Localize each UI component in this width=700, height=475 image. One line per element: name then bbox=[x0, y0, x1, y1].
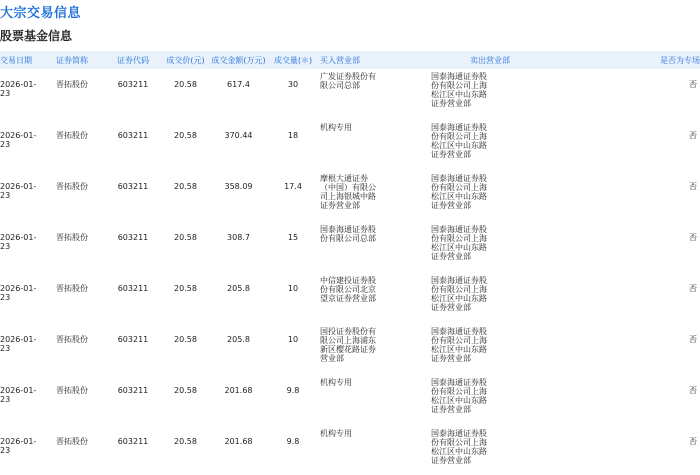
cell-special-text: 否 bbox=[689, 131, 697, 140]
cell-buyer-text: 中信建投证券股份有限公司北京望京证券营业部 bbox=[320, 276, 376, 303]
cell-amount bbox=[207, 273, 270, 324]
cell-date bbox=[0, 120, 42, 171]
cell-security-code bbox=[102, 273, 164, 324]
cell-buyer-text: 机构专用 bbox=[320, 429, 352, 438]
column-header-price[interactable]: 成交价(元) bbox=[166, 55, 205, 65]
cell-amount-text: 358.09 bbox=[224, 182, 253, 191]
cell-buyer bbox=[316, 171, 426, 222]
table-row[interactable] bbox=[0, 324, 700, 375]
cell-security-code-text: 603211 bbox=[117, 80, 149, 89]
cell-buyer-text: 国投证券股份有限公司上海浦东新区樱花路证券营业部 bbox=[320, 327, 376, 363]
cell-seller bbox=[426, 426, 543, 475]
cell-security-code bbox=[102, 120, 164, 171]
cell-volume bbox=[270, 273, 316, 324]
cell-price bbox=[164, 375, 207, 426]
cell-volume bbox=[270, 69, 316, 120]
cell-buyer-text: 机构专用 bbox=[320, 123, 352, 132]
cell-special bbox=[543, 324, 700, 375]
cell-buyer bbox=[316, 375, 426, 426]
column-header-special[interactable]: 是否为专场 bbox=[660, 55, 700, 65]
cell-special-text: 否 bbox=[689, 437, 697, 446]
cell-security-code-text: 603211 bbox=[117, 437, 149, 446]
cell-date-text: 2026-01-23 bbox=[0, 284, 37, 302]
cell-price-text: 20.58 bbox=[174, 80, 197, 89]
cell-price bbox=[164, 120, 207, 171]
cell-buyer bbox=[316, 426, 426, 475]
cell-security-name bbox=[42, 375, 102, 426]
cell-special bbox=[543, 69, 700, 120]
table-row[interactable] bbox=[0, 375, 700, 426]
cell-security-name bbox=[42, 324, 102, 375]
cell-seller bbox=[426, 375, 543, 426]
cell-special-text: 否 bbox=[689, 284, 697, 293]
column-header-name[interactable]: 证券简称 bbox=[56, 55, 88, 65]
cell-volume bbox=[270, 426, 316, 475]
cell-price-text: 20.58 bbox=[174, 131, 197, 140]
cell-security-name-text: 晋拓股份 bbox=[56, 386, 88, 395]
cell-seller-text: 国泰海通证券股份有限公司上海松江区中山东路证券营业部 bbox=[431, 72, 487, 108]
cell-price bbox=[164, 69, 207, 120]
cell-security-name bbox=[42, 222, 102, 273]
cell-security-name-text: 晋拓股份 bbox=[56, 131, 88, 140]
cell-seller-text: 国泰海通证券股份有限公司上海松江区中山东路证券营业部 bbox=[431, 225, 487, 261]
cell-special-text: 否 bbox=[689, 182, 697, 191]
cell-price bbox=[164, 273, 207, 324]
cell-security-name bbox=[42, 426, 102, 475]
cell-date-text: 2026-01-23 bbox=[0, 335, 37, 353]
cell-seller-text: 国泰海通证券股份有限公司上海松江区中山东路证券营业部 bbox=[431, 429, 487, 465]
cell-amount bbox=[207, 426, 270, 475]
cell-price-text: 20.58 bbox=[174, 386, 197, 395]
cell-amount-text: 201.68 bbox=[224, 386, 253, 395]
cell-special bbox=[543, 171, 700, 222]
cell-security-code-text: 603211 bbox=[117, 284, 149, 293]
cell-seller-text: 国泰海通证券股份有限公司上海松江区中山东路证券营业部 bbox=[431, 327, 487, 363]
cell-date bbox=[0, 375, 42, 426]
column-header-seller[interactable]: 卖出营业部 bbox=[470, 55, 510, 65]
cell-price-text: 20.58 bbox=[174, 437, 197, 446]
cell-security-code-text: 603211 bbox=[117, 233, 149, 242]
cell-buyer-text: 摩根大通证券（中国）有限公司上海银城中路证券营业部 bbox=[320, 174, 376, 210]
cell-security-name bbox=[42, 69, 102, 120]
cell-security-code bbox=[102, 69, 164, 120]
cell-amount bbox=[207, 222, 270, 273]
cell-price bbox=[164, 222, 207, 273]
cell-security-code-text: 603211 bbox=[117, 131, 149, 140]
cell-seller bbox=[426, 171, 543, 222]
cell-buyer-text: 广发证券股份有限公司总部 bbox=[320, 72, 376, 90]
cell-price-text: 20.58 bbox=[174, 284, 197, 293]
cell-special-text: 否 bbox=[689, 335, 697, 344]
cell-price bbox=[164, 171, 207, 222]
cell-amount-text: 205.8 bbox=[227, 335, 250, 344]
cell-special bbox=[543, 426, 700, 475]
cell-date-text: 2026-01-23 bbox=[0, 80, 37, 98]
cell-amount-text: 201.68 bbox=[224, 437, 253, 446]
cell-date-text: 2026-01-23 bbox=[0, 233, 37, 251]
cell-date bbox=[0, 426, 42, 475]
cell-date-text: 2026-01-23 bbox=[0, 182, 37, 200]
cell-volume-text: 9.8 bbox=[286, 386, 300, 395]
cell-security-code-text: 603211 bbox=[117, 182, 149, 191]
cell-volume-text: 30 bbox=[287, 80, 299, 89]
cell-date bbox=[0, 222, 42, 273]
cell-volume-text: 17.4 bbox=[284, 182, 302, 191]
cell-amount-text: 370.44 bbox=[224, 131, 253, 140]
cell-special-text: 否 bbox=[689, 80, 697, 89]
section-title: 股票基金信息 bbox=[0, 29, 73, 43]
table-row[interactable] bbox=[0, 426, 700, 475]
cell-security-name-text: 晋拓股份 bbox=[56, 335, 88, 344]
table-row[interactable] bbox=[0, 273, 700, 324]
cell-buyer bbox=[316, 69, 426, 120]
cell-amount-text: 205.8 bbox=[227, 284, 250, 293]
cell-security-name-text: 晋拓股份 bbox=[56, 233, 88, 242]
cell-security-code-text: 603211 bbox=[117, 386, 149, 395]
cell-date-text: 2026-01-23 bbox=[0, 386, 37, 404]
table-header-row bbox=[0, 51, 700, 69]
cell-amount bbox=[207, 69, 270, 120]
cell-amount-text: 617.4 bbox=[227, 80, 250, 89]
cell-date bbox=[0, 324, 42, 375]
cell-security-code bbox=[102, 426, 164, 475]
cell-security-name-text: 晋拓股份 bbox=[56, 182, 88, 191]
cell-buyer-text: 机构专用 bbox=[320, 378, 352, 387]
cell-volume-text: 9.8 bbox=[286, 437, 300, 446]
cell-security-code bbox=[102, 375, 164, 426]
cell-date-text: 2026-01-23 bbox=[0, 437, 37, 455]
cell-price bbox=[164, 324, 207, 375]
cell-special-text: 否 bbox=[689, 386, 697, 395]
cell-volume-text: 15 bbox=[287, 233, 299, 242]
table-row[interactable] bbox=[0, 222, 700, 273]
cell-seller bbox=[426, 324, 543, 375]
cell-special bbox=[543, 375, 700, 426]
cell-price-text: 20.58 bbox=[174, 233, 197, 242]
cell-seller-text: 国泰海通证券股份有限公司上海松江区中山东路证券营业部 bbox=[431, 276, 487, 312]
cell-seller-text: 国泰海通证券股份有限公司上海松江区中山东路证券营业部 bbox=[431, 174, 487, 210]
cell-seller bbox=[426, 69, 543, 120]
cell-volume-text: 18 bbox=[287, 131, 299, 140]
cell-volume bbox=[270, 222, 316, 273]
column-header-code[interactable]: 证券代码 bbox=[117, 55, 149, 65]
cell-volume bbox=[270, 375, 316, 426]
table-header bbox=[0, 51, 700, 69]
table-row[interactable] bbox=[0, 69, 700, 120]
column-header-amount[interactable]: 成交金额(万元) bbox=[211, 55, 266, 65]
cell-volume-text: 10 bbox=[287, 284, 299, 293]
cell-security-code bbox=[102, 324, 164, 375]
cell-volume bbox=[270, 171, 316, 222]
cell-volume bbox=[270, 324, 316, 375]
cell-amount bbox=[207, 120, 270, 171]
cell-seller-text: 国泰海通证券股份有限公司上海松江区中山东路证券营业部 bbox=[431, 123, 487, 159]
cell-security-code-text: 603211 bbox=[117, 335, 149, 344]
cell-seller bbox=[426, 120, 543, 171]
cell-volume bbox=[270, 120, 316, 171]
cell-date bbox=[0, 171, 42, 222]
cell-amount bbox=[207, 375, 270, 426]
cell-special-text: 否 bbox=[689, 233, 697, 242]
cell-security-name bbox=[42, 273, 102, 324]
page-title: 大宗交易信息 bbox=[0, 6, 82, 21]
cell-seller bbox=[426, 222, 543, 273]
cell-buyer bbox=[316, 120, 426, 171]
cell-buyer bbox=[316, 324, 426, 375]
cell-special bbox=[543, 222, 700, 273]
cell-security-name-text: 晋拓股份 bbox=[56, 80, 88, 89]
cell-special bbox=[543, 120, 700, 171]
cell-price-text: 20.58 bbox=[174, 182, 197, 191]
cell-volume-text: 10 bbox=[287, 335, 299, 344]
column-header-buyer[interactable]: 买入营业部 bbox=[320, 55, 360, 65]
cell-price-text: 20.58 bbox=[174, 335, 197, 344]
cell-buyer bbox=[316, 273, 426, 324]
column-header-volume[interactable]: 成交量(＊) bbox=[273, 55, 313, 65]
table-body bbox=[0, 69, 700, 475]
cell-date bbox=[0, 273, 42, 324]
cell-special bbox=[543, 273, 700, 324]
cell-security-code bbox=[102, 222, 164, 273]
cell-seller-text: 国泰海通证券股份有限公司上海松江区中山东路证券营业部 bbox=[431, 378, 487, 414]
cell-amount-text: 308.7 bbox=[227, 233, 250, 242]
cell-amount bbox=[207, 324, 270, 375]
cell-security-name bbox=[42, 120, 102, 171]
cell-date bbox=[0, 69, 42, 120]
cell-security-code bbox=[102, 171, 164, 222]
column-header-date[interactable]: 交易日期 bbox=[0, 55, 32, 65]
cell-amount bbox=[207, 171, 270, 222]
cell-seller bbox=[426, 273, 543, 324]
block-trade-table bbox=[0, 51, 700, 475]
cell-date-text: 2026-01-23 bbox=[0, 131, 37, 149]
table-row[interactable] bbox=[0, 171, 700, 222]
cell-security-name-text: 晋拓股份 bbox=[56, 437, 88, 446]
cell-buyer-text: 国泰海通证券股份有限公司总部 bbox=[320, 225, 376, 243]
cell-buyer bbox=[316, 222, 426, 273]
cell-security-name bbox=[42, 171, 102, 222]
cell-security-name-text: 晋拓股份 bbox=[56, 284, 88, 293]
cell-price bbox=[164, 426, 207, 475]
table-row[interactable] bbox=[0, 120, 700, 171]
